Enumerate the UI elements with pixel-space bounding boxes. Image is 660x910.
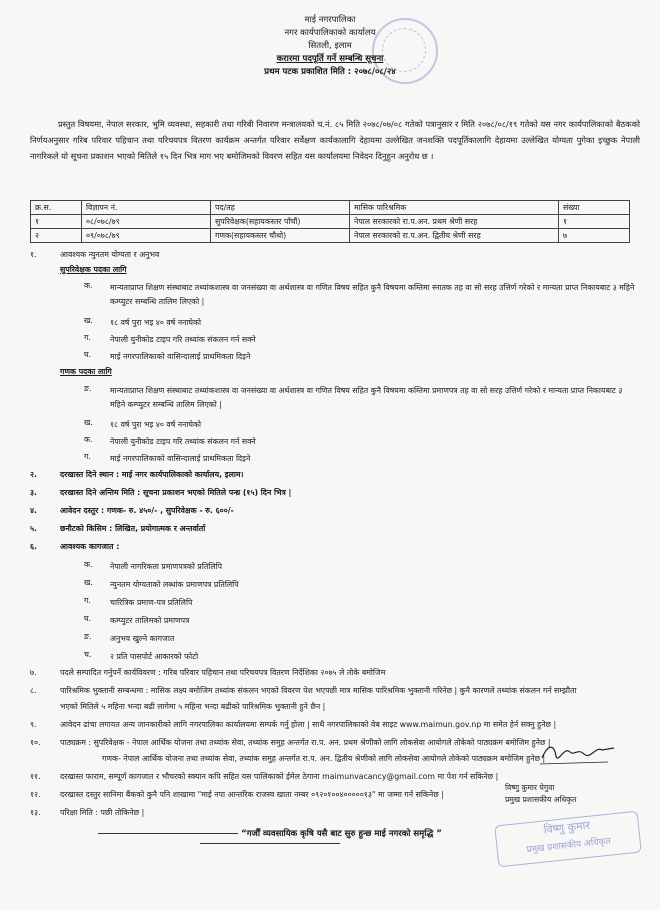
office-address: सितली, इलाम [308,41,352,51]
table-cell: नेपाल सरकारको रा.प.अन. द्वितीय श्रेणी सरह [350,229,559,243]
item-mark: घ. [84,350,92,359]
item-mark: ख. [84,316,93,325]
clause-number: ५. [30,524,38,533]
clause-number: २. [30,470,38,479]
municipality-name: माई नगरपालिका [304,15,356,25]
item-text: नेपाली युनीकोड टाइप गरि तथ्यांक संकलन गर्न सक्ने [110,437,256,446]
clause-number: ६. [30,542,38,551]
col-header: संख्या [559,201,630,215]
item-text: २ प्रति पासपोर्ट आकारको फोटो [110,652,199,661]
item-text: माई नगरपालिकाको वासिन्दालाई प्राथमिकता दिइने [110,352,251,361]
table-cell: नेपाल सरकारको रा.प.अन. प्रथम श्रेणी सरह [350,215,559,229]
motto-line [30,828,510,849]
item-text: १८ वर्ष पुरा भइ ४० वर्ष ननाघेको [110,420,202,429]
item-mark: ख. [84,418,93,427]
supervisor-heading: सुपरिवेक्षक पदका लागि [60,265,127,274]
clause-text: पारिश्रमिक भुक्तानी सम्बन्धमा : मासिक लक्ष्य बमोजिम तथ्यांक संकलन भएको विवरण पेश भएपछी मात्र मासिक पारिश्रमिक भुक्तानी गरिनेछ | कुनै कारणले तथ्यांक संकलन गर्न सम्झौता [60,686,577,695]
clause-number: ११. [30,772,41,781]
clause-text: पदले सम्पादित गर्नुपर्ने कार्यविवरण : गरिब परिवार पहिचान तथा परिचयपत्र वितरण निर्देशिका २०७५ ले तोके बमोजिम [60,668,386,677]
item-text: १८ वर्ष पुरा भइ ४० वर्ष ननाघेको [110,318,202,327]
office-name: नगर कार्यपालिकाको कार्यालय [284,28,376,38]
col-header: मासिक पारिश्रमिक [350,201,559,215]
clause-text: परिक्षा मिति : पछी तोकिनेछ | [60,808,145,817]
table-cell: ०९/०७८/७९ [82,229,211,243]
intro-paragraph: प्रस्तुत विषयमा, नेपाल सरकार, भुमि व्यवस्था, सहकारी तथा गरिबी निवारण मन्त्रालयको च.नं. ८५ मिति २०७८/०७/०८ गतेको पत्रानुसार र मिति २०७८/०८/१९ गतेको यस नगर कार्यपालिकाको बैठकको निर्णयअनुसार गरिब परिवार पहिचान तथा परिचयपत्र वितरण कार्यक्रम अन्तर्गत परिवार सर्वेक्षण कार्यकालागि देहायमा उल्लेखित जनशक्ति पदपूर्तिकालागि देहायमा उल्लेखित योग्यता पुगेका इच्छुक नेपाली नागरिकले यो सूचना प्रकाशन भएको मितिले १५ दिन भित्र माग भए बमोजिमको विवरण सहित यस कार्यालयमा निवेदन दिनुहुन अनुरोध छ । [30,119,640,161]
item-mark: ग. [84,452,91,461]
vacancy-table [30,200,630,243]
clause-number: ७. [30,668,37,677]
clause-number: १२. [30,790,41,799]
table-cell: २ [31,229,82,243]
item-text: न्युनतम योग्यताको लब्धांक प्रमाणपत्र प्रतिलिपि [110,580,239,589]
table-row [31,215,630,229]
clause-text: आवेदन दस्तुर : गणक- रु. ४५०/- , सुपरिवेक्षक - रु. ६००/- [60,506,234,515]
table-cell: गणक(सहायकस्तर चौथो) [211,229,350,243]
clause-text: दरखास्त दस्तुर सानिमा बैंकको कुनै पनि शाखामा "माई नपा आन्तरिक राजस्व खाता नम्बर ०९२०१००४०००००१३" मा जम्मा गर्न सकिनेछ | [60,790,444,799]
signature-block [505,782,576,806]
item-text: नेपाली नागरिकता प्रमाणपत्रको प्रतिलिपि [110,562,223,571]
table-cell: १ [31,215,82,229]
clause-number: ९. [30,720,37,729]
clause-text: दरखास्त दिने स्थान : माई नगर कार्यपालिकाको कार्यालय, इलाम। [60,470,244,479]
item-mark: क. [84,281,93,290]
motto-text: “गर्जौं व्यवसायिक कृषि यसै बाट सुरु हुन्छ माई नगरको समृद्धि ” [241,829,442,839]
item-text: मान्यताप्राप्त शिक्षण संस्थाबाट तथ्यांकशास्त्र वा जनसंख्या वा अर्थशास्त्र वा गणित विषय सहित कुनै विषयमा कम्तिमा स्नातक तह वा सो सरह उत्तिर्ण गरेको र मान्यता प्राप्त निकायबाट ३ महिने कम्प्युटर सम्बन्धि तालिम लिएको | [110,283,635,306]
handwritten-signature [538,738,618,768]
table-header-row [31,201,630,215]
item-text: कम्प्युटर तालिमको प्रमाणपत्र [110,616,190,625]
clause-number: ८. [30,686,37,695]
col-header: विज्ञापन नं. [82,201,211,215]
item-mark: च. [84,650,92,659]
clause-text: दरखास्त फाराम, सम्पूर्ण कागजात र भौचरको स्क्यान कपि सहित यस पालिकाको ईमेल ठेगाना maimunvacancy@gmail.com मा पेश गर्न सकिनेछ | [60,772,499,781]
clause-text: पाठ्यक्रम : सुपरिवेक्षक - नेपाल आर्थिक योजना तथा तथ्यांक सेवा, तथ्यांक समुह अन्तर्गत रा.प. अन. प्रथम श्रेणीको लागि लोकसेवा आयोगले तोकेको पाठ्यक्रम बमोजिम हुनेछ | [60,738,551,747]
item-text: मान्यताप्राप्त शिक्षण संस्थाबाट तथ्यांकशास्त्र वा जनसंख्या वा अर्थशास्त्र वा गणित विषय सहित कुनै विषयमा कम्तिमा प्रमाणपत्र तह वा सो सरह उत्तिर्ण गरेको र मान्यता प्राप्त निकायबाट ३ महिने कम्प्युटर सम्बन्धि तालिम लिएको | [110,386,623,409]
signatory-name: विष्णु कुमार घेगुवा [505,783,555,792]
col-header: पद/तह [211,201,350,215]
clause-text: भएको मितिले ५ महिना भन्दा बढी लागेमा ५ महिना भन्दा बढीको पारिश्रमिक भुक्तानी हुने छैन | [60,702,326,711]
letterhead [0,14,660,79]
col-header: क्र.स. [31,201,82,215]
clause-number: १. [30,250,37,259]
clause-number: १०. [30,738,41,747]
clause-text: दरखास्त दिने अन्तिम मिति : सूचना प्रकाशन भएको मितिले पन्ध्र (१५) दिन भित्र | [60,488,292,497]
stamp-name: विष्णु कुमार [543,818,591,837]
publish-date: प्रथम पटक प्रकाशित मिति : २०७८/०८/२४ [264,67,396,77]
item-mark: ङ. [84,384,92,393]
table-row [31,229,630,243]
clause-text: आवश्यक कागजात : [60,542,120,551]
clause-number: १३. [30,808,41,817]
item-text: माई नगरपालिकाको वासिन्दालाई प्राथमिकता दिइने [110,454,251,463]
officer-stamp [494,811,642,868]
clause-number: ४. [30,506,38,515]
stamp-title: प्रमुख प्रशासकीय अधिकृत [526,836,612,856]
table-cell: ७ [559,229,630,243]
clause-text: गणक- नेपाल आर्थिक योजना तथा तथ्यांक सेवा, तथ्यांक समुह अन्तर्गत रा.प. अन. द्वितीय श्रेणीको लागि लोकसेवा आयोगले तोकेको पाठ्यक्रम बमोजिम हुनेछ | [102,754,546,763]
item-mark: घ. [84,614,92,623]
item-text: चारित्रिक प्रमाण-पत्र प्रतिलिपि [110,598,193,607]
notice-title: करारमा पदपूर्ति गर्ने सम्बन्धि सूचना [276,54,384,64]
signatory-title: प्रमुख प्रशासकीय अधिकृत [505,795,577,804]
clause-text: आवश्यक न्युनतम योग्यता र अनुभव [60,250,160,259]
clause-text: छनौटको किसिम : लिखित, प्रयोगात्मक र अन्तर्वार्ता [60,524,206,533]
item-mark: ग. [84,596,91,605]
item-text: नेपाली युनीकोड टाइप गरि तथ्यांक संकलन गर्न सक्ने [110,335,256,344]
item-mark: ङ. [84,632,92,641]
table-cell: ०८/०७८/७९ [82,215,211,229]
item-mark: ग. [84,333,91,342]
item-mark: ख. [84,578,93,587]
table-cell: १ [559,215,630,229]
enumerator-heading: गणक पदका लागि [60,367,112,376]
table-cell: सुपरिवेक्षक(सहायकस्तर पाँचौं) [211,215,350,229]
item-mark: क. [84,560,93,569]
item-mark: क. [84,435,93,444]
clause-number: ३. [30,488,38,497]
item-text: अनुभव खुल्ने कागजात [110,634,175,643]
clause-text: आवेदन ढांचा लगायत अन्य जानकारीको लागि नगरपालिका कार्यालयमा सम्पर्क गर्नु होला | साथै नगरपालिकाको वेब साइट www.maimun.gov.np मा समेत हेर्न सक्नु हुनेछ | [60,720,557,729]
